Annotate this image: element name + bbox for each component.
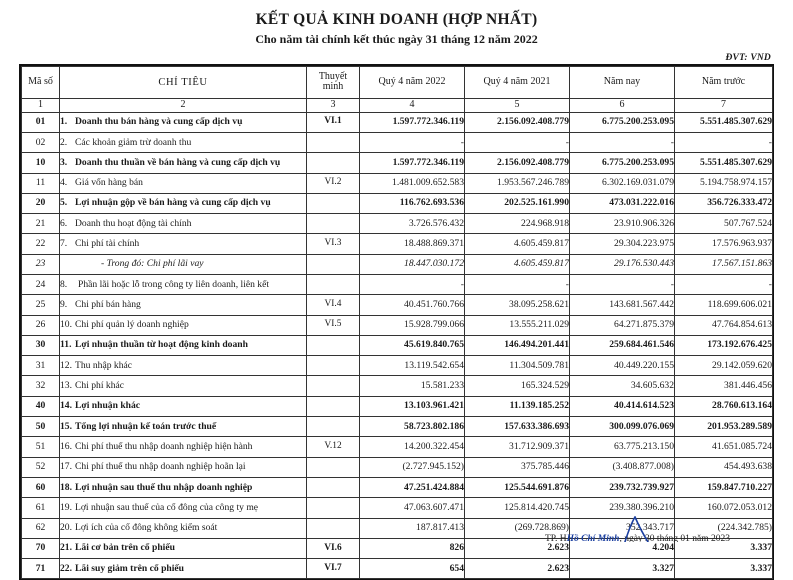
row-label [60,214,307,234]
row-value-q4-2021: 2.623 [465,538,570,558]
row-value-q4-2022: 15.581.233 [360,376,465,396]
row-value-year-previous: (224.342.785) [675,518,773,538]
row-code: 02 [22,132,60,152]
row-value-q4-2022: 18.488.869.371 [360,234,465,254]
table-row [22,559,773,579]
row-code: 62 [22,518,60,538]
row-item-number: 22. [60,562,72,574]
row-value-q4-2021: - [465,274,570,294]
row-value-q4-2022: 116.762.693.536 [360,193,465,213]
row-label [60,315,307,335]
row-item-number: 2. [60,136,68,148]
row-item-number: 12. [60,359,72,371]
row-item-text: Lợi nhuận sau thuế của cổ đông của công ty mẹ [75,501,259,513]
row-label [60,173,307,193]
row-value-q4-2021: 224.968.918 [465,214,570,234]
row-value-year-previous: 5.551.485.307.629 [675,153,773,173]
row-value-q4-2022: 1.597.772.346.119 [360,153,465,173]
row-value-year-current: 6.302.169.031.079 [570,173,675,193]
row-note-ref [307,254,360,274]
row-value-year-previous: 5.194.758.974.157 [675,173,773,193]
row-value-year-previous: 17.567.151.863 [675,254,773,274]
row-value-q4-2021: 13.555.211.029 [465,315,570,335]
row-note-ref [307,335,360,355]
row-value-year-previous: - [675,274,773,294]
row-item-number: 15. [60,420,72,432]
financial-statement-page [0,11,793,574]
row-note-ref [307,274,360,294]
row-note-ref: V.12 [307,437,360,457]
row-label [60,153,307,173]
row-item-text: Doanh thu hoạt động tài chính [75,217,192,229]
row-note-ref: VI.1 [307,112,360,132]
row-item-number: 17. [60,461,72,473]
row-value-year-previous: 3.337 [675,559,773,579]
row-label [60,559,307,579]
row-value-year-current: 64.271.875.379 [570,315,675,335]
row-item-number: 18. [60,481,72,493]
row-value-year-previous: 381.446.456 [675,376,773,396]
row-code: 51 [22,437,60,457]
currency-unit-note: ĐVT: VND [725,52,771,63]
row-value-year-previous: 201.953.289.589 [675,417,773,437]
row-item-number: 6. [60,217,68,229]
page-title: KẾT QUẢ KINH DOANH (HỢP NHẤT) [255,11,538,28]
row-label [60,132,307,152]
row-value-q4-2021: 4.605.459.817 [465,234,570,254]
row-item-text: Lợi ích của cổ đông không kiểm soát [75,522,218,534]
row-label [60,457,307,477]
row-value-year-current: - [570,274,675,294]
row-value-year-current: 473.031.222.016 [570,193,675,213]
row-value-q4-2021: 31.712.909.371 [465,437,570,457]
row-value-year-current: 3.327 [570,559,675,579]
row-value-year-current: 29.176.530.443 [570,254,675,274]
row-note-ref: VI.2 [307,173,360,193]
row-code: 52 [22,457,60,477]
row-note-ref: VI.6 [307,538,360,558]
row-item-text: Lợi nhuận sau thuế thu nhập doanh nghiệp [75,481,253,493]
row-value-year-previous: 17.576.963.937 [675,234,773,254]
row-value-year-current: (3.408.877.008) [570,457,675,477]
row-value-year-previous: 5.551.485.307.629 [675,112,773,132]
row-value-year-previous: 173.192.676.425 [675,335,773,355]
row-value-year-previous: - [675,132,773,152]
table-body [22,112,773,579]
row-code: 22 [22,234,60,254]
row-item-number: 20. [60,522,72,534]
row-code: 01 [22,112,60,132]
row-value-q4-2022: 3.726.576.432 [360,214,465,234]
row-value-q4-2021: 202.525.161.990 [465,193,570,213]
row-value-year-current: 4.204 [570,538,675,558]
row-value-year-current: 63.775.213.150 [570,437,675,457]
page-subtitle: Cho năm tài chính kết thúc ngày 31 tháng 12 năm 2022 [255,31,538,46]
table-row [22,335,773,355]
row-note-ref [307,477,360,497]
row-code: 10 [22,153,60,173]
table-row [22,437,773,457]
row-note-ref [307,417,360,437]
row-code: 25 [22,295,60,315]
row-value-year-current: 6.775.200.253.095 [570,112,675,132]
row-value-q4-2022: 47.063.607.471 [360,498,465,518]
row-item-text: Chi phí quản lý doanh nghiệp [75,319,189,331]
row-item-text: Giá vốn hàng bán [75,177,143,189]
row-label [60,254,307,274]
row-item-text: Lãi suy giảm trên cổ phiếu [75,562,185,574]
table-row [22,356,773,376]
row-code: 50 [22,417,60,437]
row-item-text: Chi phí tài chính [75,238,140,249]
row-label [60,335,307,355]
row-value-year-previous: 454.493.638 [675,457,773,477]
table-row [22,376,773,396]
row-value-q4-2021: 375.785.446 [465,457,570,477]
row-value-year-current: 300.099.076.069 [570,417,675,437]
row-value-q4-2022: - [360,274,465,294]
table-row [22,498,773,518]
row-value-year-previous: 160.072.053.012 [675,498,773,518]
row-value-year-current: 143.681.567.442 [570,295,675,315]
row-value-q4-2022: 187.817.413 [360,518,465,538]
row-value-year-previous: 41.651.085.724 [675,437,773,457]
header-code: Mã số [22,66,60,98]
row-code: 61 [22,498,60,518]
table-row [22,214,773,234]
header-q4-2021: Quý 4 năm 2021 [465,66,570,98]
row-value-q4-2021: 146.494.201.441 [465,335,570,355]
header-q4-2022: Quý 4 năm 2022 [360,66,465,98]
row-note-ref: VI.4 [307,295,360,315]
row-label [60,376,307,396]
row-note-ref [307,356,360,376]
row-item-text: Lãi cơ bản trên cổ phiếu [75,542,175,554]
row-label [60,396,307,416]
row-value-q4-2022: 654 [360,559,465,579]
row-item-number: 10. [60,319,72,331]
table-row [22,153,773,173]
row-value-q4-2021: 11.139.185.252 [465,396,570,416]
row-note-ref: VI.3 [307,234,360,254]
row-value-year-previous: 28.760.613.164 [675,396,773,416]
row-value-q4-2022: 1.597.772.346.119 [360,112,465,132]
row-value-year-current: 6.775.200.253.095 [570,153,675,173]
row-label [60,234,307,254]
row-value-q4-2021: 157.633.386.693 [465,417,570,437]
row-item-text: Chi phí thuế thu nhập doanh nghiệp hiện hành [75,440,253,452]
table-row [22,193,773,213]
table-row [22,396,773,416]
row-value-q4-2021: 125.544.691.876 [465,477,570,497]
colnum-4: 4 [360,98,465,112]
row-label [60,437,307,457]
column-number-row [22,98,773,112]
row-item-text: Lợi nhuận gộp về bán hàng và cung cấp dịch vụ [75,197,271,209]
row-label [60,498,307,518]
table-row [22,173,773,193]
row-item-number: 11. [60,339,72,351]
signature-suffix: , ngày 30 tháng 01 năm 2023 [619,534,731,542]
row-code: 20 [22,193,60,213]
header-year-current: Năm nay [570,66,675,98]
signature-ink-text: Hồ Chí Minh [566,534,620,542]
row-value-q4-2021: 38.095.258.621 [465,295,570,315]
row-value-q4-2022: 1.481.009.652.583 [360,173,465,193]
row-code: 11 [22,173,60,193]
table-row [22,477,773,497]
table-header [22,66,773,112]
row-item-number: 7. [60,238,68,249]
row-item-text: Phần lãi hoặc lỗ trong công ty liên doanh, liên kết [78,278,270,290]
row-item-number: 9. [60,298,68,310]
row-value-q4-2021: 2.156.092.408.779 [465,112,570,132]
row-item-text: Các khoản giảm trừ doanh thu [75,136,192,148]
table-row [22,417,773,437]
row-value-q4-2022: - [360,132,465,152]
colnum-3: 3 [307,98,360,112]
row-item-text: Chi phí bán hàng [75,298,141,310]
table-row [22,457,773,477]
row-value-q4-2022: 826 [360,538,465,558]
row-label [60,477,307,497]
header-year-previous: Năm trước [675,66,773,98]
colnum-6: 6 [570,98,675,112]
row-note-ref [307,193,360,213]
row-value-year-current: 352.343.717 [570,518,675,538]
colnum-2: 2 [60,98,307,112]
row-label [60,274,307,294]
row-item-text: Doanh thu thuần về bán hàng và cung cấp dịch vụ [75,156,281,168]
row-value-q4-2021: 165.324.529 [465,376,570,396]
row-value-year-previous: 47.764.854.613 [675,315,773,335]
row-note-ref [307,214,360,234]
row-note-ref: VI.5 [307,315,360,335]
row-code: 26 [22,315,60,335]
row-label [60,193,307,213]
row-item-number: 5. [60,197,68,209]
row-value-year-current: 29.304.223.975 [570,234,675,254]
row-value-q4-2022: 14.200.322.454 [360,437,465,457]
row-code: 30 [22,335,60,355]
row-item-number: 3. [60,156,68,168]
header-note-line2: minh [322,81,344,93]
row-note-ref [307,132,360,152]
row-value-year-previous: 3.337 [675,538,773,558]
row-item-text: Chi phí thuế thu nhập doanh nghiệp hoãn lại [75,461,246,473]
row-label [60,295,307,315]
row-label [60,112,307,132]
header-note-line1: Thuyết [318,70,348,82]
row-code: 40 [22,396,60,416]
row-item-text: Chi phí khác [75,380,125,392]
row-item-text: Thu nhập khác [75,359,133,371]
row-code: 70 [22,538,60,558]
table-row [22,254,773,274]
row-code: 24 [22,274,60,294]
row-note-ref [307,396,360,416]
row-value-year-current: 40.414.614.523 [570,396,675,416]
table-row [22,315,773,335]
row-note-ref: VI.7 [307,559,360,579]
row-item-text: - Trong đó: Chi phí lãi vay [101,258,204,270]
row-value-q4-2022: 18.447.030.172 [360,254,465,274]
row-item-number: 21. [60,542,72,554]
row-note-ref [307,457,360,477]
row-item-number: 8. [60,278,68,290]
row-value-q4-2022: (2.727.945.152) [360,457,465,477]
row-item-text: Lợi nhuận thuần từ hoạt động kinh doanh [75,339,248,351]
row-value-year-previous: 29.142.059.620 [675,356,773,376]
row-item-text: Tổng lợi nhuận kế toán trước thuế [75,420,217,432]
row-value-year-current: 239.380.396.210 [570,498,675,518]
row-code: 31 [22,356,60,376]
row-code: 71 [22,559,60,579]
row-value-q4-2021: 4.605.459.817 [465,254,570,274]
row-code: 32 [22,376,60,396]
row-code: 60 [22,477,60,497]
signature-prefix: TP. H [545,534,567,542]
row-value-q4-2022: 47.251.424.884 [360,477,465,497]
row-item-text: Doanh thu bán hàng và cung cấp dịch vụ [75,116,243,128]
row-note-ref [307,153,360,173]
colnum-7: 7 [675,98,773,112]
row-item-text: Lợi nhuận khác [75,400,141,412]
row-value-year-previous: 159.847.710.227 [675,477,773,497]
row-value-year-current: 23.910.906.326 [570,214,675,234]
row-value-q4-2022: 58.723.802.186 [360,417,465,437]
row-item-number: 14. [60,400,72,412]
colnum-5: 5 [465,98,570,112]
table-row [22,295,773,315]
row-item-number: 16. [60,440,72,452]
header-row [22,66,773,98]
row-value-q4-2022: 13.103.961.421 [360,396,465,416]
row-value-q4-2021: - [465,132,570,152]
row-label [60,417,307,437]
row-value-q4-2022: 40.451.760.766 [360,295,465,315]
row-value-year-current: 40.449.220.155 [570,356,675,376]
table-row [22,112,773,132]
row-value-q4-2021: 125.814.420.745 [465,498,570,518]
income-statement-table [21,66,773,580]
row-value-q4-2021: 11.304.509.781 [465,356,570,376]
income-statement-table-container [20,65,773,580]
row-label [60,356,307,376]
row-value-year-previous: 356.726.333.472 [675,193,773,213]
row-value-year-current: 259.684.461.546 [570,335,675,355]
row-value-year-previous: 118.699.606.021 [675,295,773,315]
row-value-q4-2021: 2.623 [465,559,570,579]
row-code: 21 [22,214,60,234]
row-value-year-current: 239.732.739.927 [570,477,675,497]
row-value-q4-2021: (269.728.869) [465,518,570,538]
row-value-q4-2022: 15.928.799.066 [360,315,465,335]
row-value-q4-2021: 1.953.567.246.789 [465,173,570,193]
row-note-ref [307,498,360,518]
row-item-number: 13. [60,380,72,392]
row-value-year-previous: 507.767.524 [675,214,773,234]
header-item: CHỈ TIÊU [60,66,307,98]
row-item-number: 1. [60,116,68,128]
row-code: 23 [22,254,60,274]
table-row [22,234,773,254]
row-item-number: 4. [60,177,68,189]
row-note-ref [307,376,360,396]
colnum-1: 1 [22,98,60,112]
table-row [22,132,773,152]
table-row [22,274,773,294]
signature-block [0,516,793,542]
row-value-year-current: 34.605.632 [570,376,675,396]
row-value-q4-2022: 13.119.542.654 [360,356,465,376]
row-value-year-current: - [570,132,675,152]
row-item-number: 19. [60,501,72,513]
header-note [307,66,360,98]
row-value-q4-2022: 45.619.840.765 [360,335,465,355]
pen-signature-icon [618,516,658,542]
row-value-q4-2021: 2.156.092.408.779 [465,153,570,173]
